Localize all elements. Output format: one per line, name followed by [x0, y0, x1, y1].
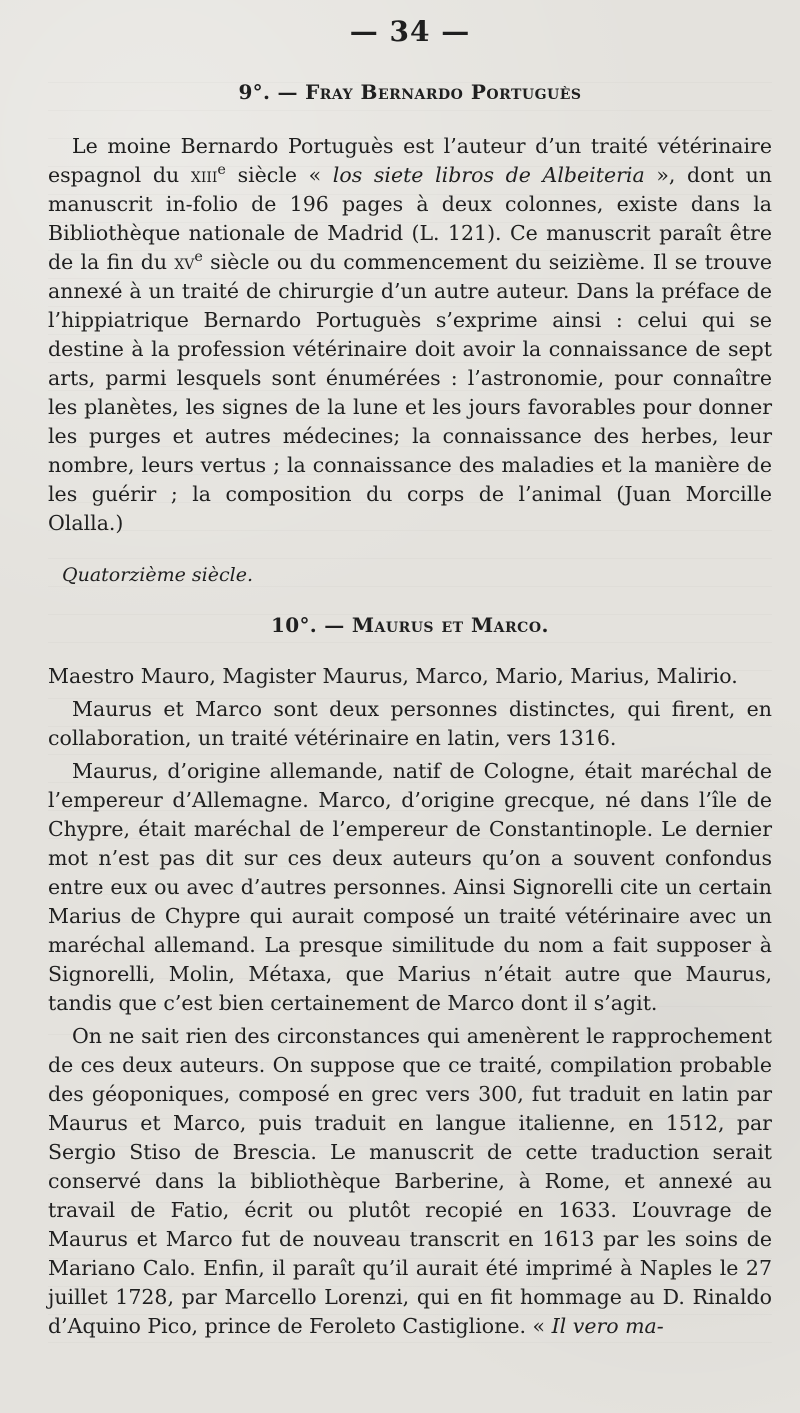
paragraph-text: Le moine Bernardo Portuguès est l’auteur d’un traité vétérinaire espagnol du [48, 134, 772, 187]
paragraph-text: siècle ou du commencement du seizième. Il se trouve annexé à un traité de chirurgie d’un autre auteur. Dans la préface de l’hippiatrique Bernardo Portuguès s’exprime ainsi : celui qui se destine à la profession vétérinaire doit avoir la connaissance de sept arts, parmi lesquels sont énumérées : l’astronomie, pour connaître les planètes, les signes de la lune et les jours favorables pour donner les purges et autres médecines; la connaissance des herbes, leur nombre, leurs vertus ; la connaissance des maladies et la manière de les guérir ; la composition du corps de l’animal (Juan Morcille Olalla.) [48, 250, 772, 535]
quoted-title-italic: Il vero ma- [551, 1313, 664, 1338]
superscript-e: e [217, 162, 226, 179]
paragraph-text: siècle « [225, 163, 333, 187]
section-dash: — [324, 612, 345, 637]
page-number: — 34 — [349, 15, 471, 48]
section-number: 10°. [271, 612, 318, 637]
section-title: Maurus et Marco. [351, 612, 549, 637]
paragraph-fray-bernardo [48, 132, 772, 538]
roman-century: xiii [190, 163, 218, 187]
book-title-italic: los siete libros de Albeiteria [332, 163, 645, 187]
roman-century: xv [174, 250, 195, 274]
section-number: 9°. [238, 80, 271, 104]
paragraph-text: On ne sait rien des circonstances qui amenèrent le rapprochement de ces deux auteurs. On suppose que ce traité, compilation probable des géoponiques, composé en grec vers 300, fut traduit en latin par Maurus et Marco, puis traduit en langue italienne, en 1512, par Sergio Stiso de Brescia. Le manuscrit de cette traduction serait conservé dans la bibliothèque Barberine, à Rome, et annexé au travail de Fatio, écrit ou plutôt recopié en 1633. L’ouvrage de Maurus et Marco fut de nouveau transcrit en 1613 par les soins de Mariano Calo. Enfin, il paraît qu’il aurait été imprimé à Naples le 27 juillet 1728, par Marcello Lorenzi, qui en fit hommage au D. Rinaldo d’Aquino Pico, prince de Feroleto Castiglione. « [48, 1023, 772, 1338]
section-dash: — [277, 80, 298, 104]
paragraph-origins: Maurus, d’origine allemande, natif de Cologne, était maréchal de l’empereur d’Allemagne. Marco, d’origine grecque, né dans l’île de Chypre, était maréchal de l’empereur de Constantinople. Le dernier mot n’est pas dit sur ces deux auteurs qu’on a souvent confondus entre eux ou avec d’autres personnes. Ainsi Signorelli cite un certain Marius de Chypre qui aurait composé un traité vétérinaire avec un maréchal allemand. La presque similitude du nom a fait supposer à Signorelli, Molin, Métaxa, que Marius n’était autre que Maurus, tandis que c’est bien certainement de Marco dont il s’agit. [48, 758, 772, 1015]
section-heading-9 [48, 80, 772, 104]
paragraph-collaboration: Maurus et Marco sont deux personnes distinctes, qui firent, en collaboration, un traité vétérinaire en latin, vers 1316. [48, 696, 772, 750]
paragraph-name-list: Maestro Mauro, Magister Maurus, Marco, Mario, Marius, Malirio. [48, 663, 738, 688]
superscript-e: e [194, 249, 203, 266]
century-subtitle: Quatorzième siècle. [62, 564, 254, 586]
section-heading-10 [48, 613, 772, 637]
paragraph-circumstances [48, 1022, 772, 1341]
paragraph-text: », dont un manuscrit in-folio de 196 pages à deux colonnes, existe dans la Bibliothèque nationale de Madrid (L. 121). Ce manuscrit paraît être de la fin du [48, 163, 772, 274]
section-title: Fray Bernardo Portuguès [305, 80, 582, 104]
